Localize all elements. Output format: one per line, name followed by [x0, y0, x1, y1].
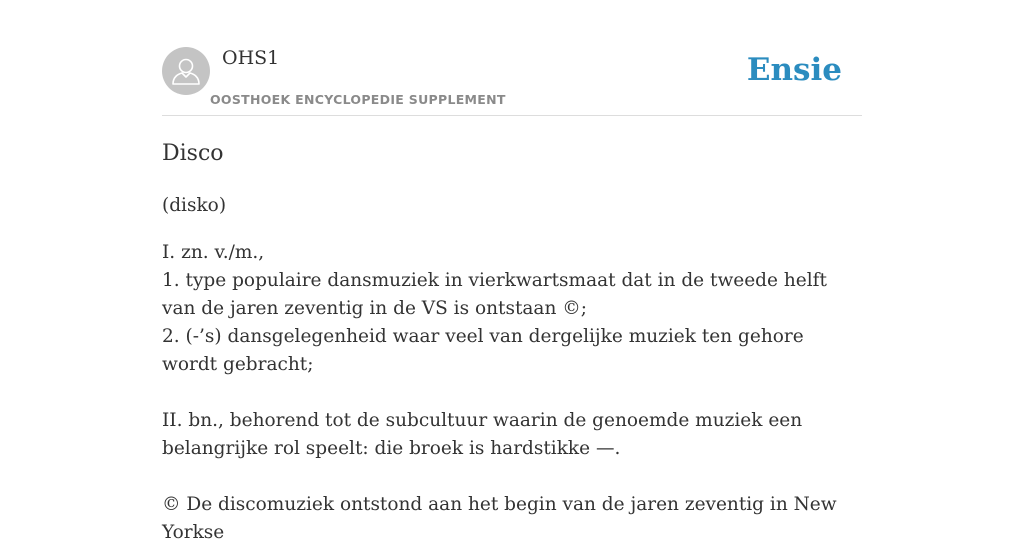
definition-line: II. bn., behorend tot de subcultuur waarin de genoemde muziek een belangrijke rol speelt: die broek is hardstikke —.: [162, 410, 803, 459]
source-code[interactable]: OHS1: [222, 47, 280, 69]
source-header: [162, 47, 862, 116]
entry-definition: [162, 239, 862, 547]
definition-line: 2. (-’s) dansgelegenheid waar veel van dergelijke muziek ten gehore wordt gebracht;: [162, 326, 804, 375]
avatar[interactable]: [162, 47, 210, 95]
source-name[interactable]: OOSTHOEK ENCYCLOPEDIE SUPPLEMENT: [210, 92, 506, 107]
definition-line: I. zn. v./m.,: [162, 242, 265, 263]
entry-title: Disco: [162, 141, 224, 166]
definition-line: © De discomuziek ontstond aan het begin van de jaren zeventig in New Yorkse: [162, 494, 837, 543]
definition-line: 1. type populaire dansmuziek in vierkwartsmaat dat in de tweede helft van de jaren zeventig in de VS is ontstaan ©;: [162, 270, 827, 319]
entry-content: [162, 140, 862, 547]
ensie-logo-link[interactable]: Ensie: [746, 52, 842, 88]
spacer: [162, 463, 862, 491]
user-icon: [162, 47, 210, 95]
spacer: [162, 379, 862, 407]
entry-pronunciation: (disko): [162, 195, 227, 216]
